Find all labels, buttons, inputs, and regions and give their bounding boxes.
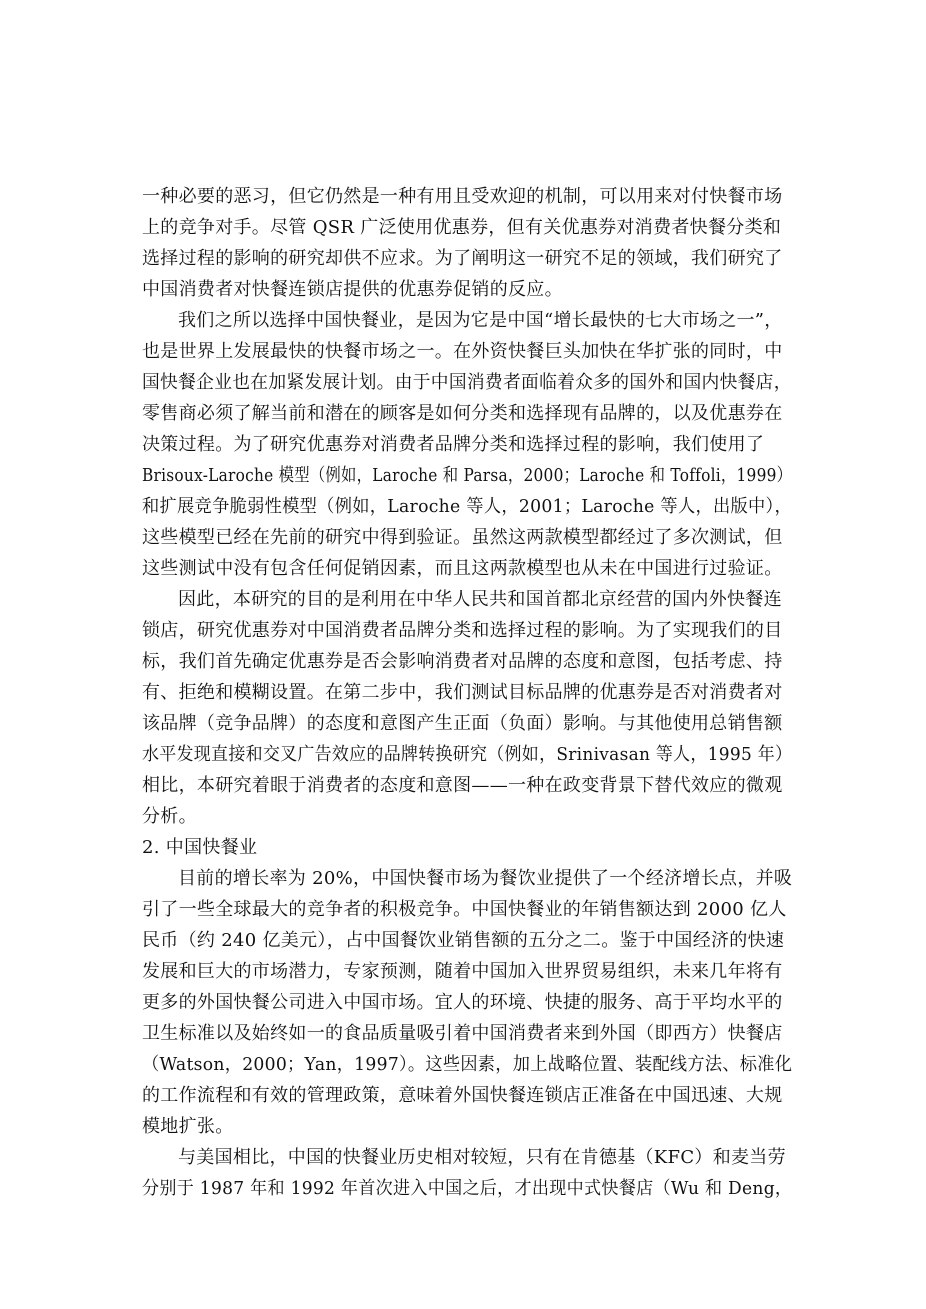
text-line: 模地扩张。 [142, 1116, 234, 1137]
paragraph-first-line: 我们之所以选择中国快餐业，是因为它是中国“增长最快的七大市场之一”， [178, 310, 783, 331]
text-line: 卫生标准以及始终如一的食品质量吸引着中国消费者来到外国（即西方）快餐店 [142, 1023, 783, 1044]
text-line: 水平发现直接和交叉广告效应的品牌转换研究（例如，Srinivasan 等人，1995 年） [142, 744, 793, 765]
text-line: 中国消费者对快餐连锁店提供的优惠券促销的反应。 [142, 279, 563, 300]
text-line: 锁店，研究优惠券对中国消费者品牌分类和选择过程的影响。为了实现我们的目 [142, 620, 783, 641]
paragraph-first-line: 因此，本研究的目的是利用在中华人民共和国首都北京经营的国内外快餐连 [178, 589, 782, 610]
text-line: 国快餐企业也在加紧发展计划。由于中国消费者面临着众多的国外和国内快餐店， [142, 372, 792, 393]
text-line: 发展和巨大的市场潜力，专家预测，随着中国加入世界贸易组织，未来几年将有 [142, 961, 783, 982]
text-line: 标，我们首先确定优惠券是否会影响消费者对品牌的态度和意图，包括考虑、持 [142, 651, 783, 672]
text-line: 上的竞争对手。尽管 QSR 广泛使用优惠券，但有关优惠券对消费者快餐分类和 [142, 217, 782, 238]
text-line: 选择过程的影响的研究却供不应求。为了阐明这一研究不足的领域，我们研究了 [142, 248, 783, 269]
text-line: （Watson，2000；Yan，1997）。这些因素，加上战略位置、装配线方法、标准化 [142, 1054, 793, 1075]
text-line: 分析。 [142, 806, 197, 827]
text-line: 分别于 1987 年和 1992 年首次进入中国之后，才出现中式快餐店（Wu 和 Deng， [142, 1178, 793, 1199]
paragraph-first-line: 目前的增长率为 20%，中国快餐市场为餐饮业提供了一个经济增长点，并吸 [178, 868, 793, 889]
section-heading: 2. 中国快餐业 [142, 837, 258, 858]
text-line: 这些测试中没有包含任何促销因素，而且这两款模型也从未在中国进行过验证。 [142, 558, 783, 579]
text-line: 的工作流程和有效的管理政策，意味着外国快餐连锁店正准备在中国迅速、大规 [142, 1085, 783, 1106]
paragraph-first-line: 与美国相比，中国的快餐业历史相对较短，只有在肯德基（KFC）和麦当劳 [178, 1147, 786, 1168]
text-line: 也是世界上发展最快的快餐市场之一。在外资快餐巨头加快在华扩张的同时，中 [142, 341, 783, 362]
text-line: 更多的外国快餐公司进入中国市场。宜人的环境、快捷的服务、高于平均水平的 [142, 992, 783, 1013]
text-line: 该品牌（竞争品牌）的态度和意图产生正面（负面）影响。与其他使用总销售额 [142, 713, 783, 734]
text-line: 决策过程。为了研究优惠券对消费者品牌分类和选择过程的影响，我们使用了 [142, 434, 765, 455]
text-line: 民币（约 240 亿美元），占中国餐饮业销售额的五分之二。鉴于中国经济的快速 [142, 930, 785, 951]
text-line: 有、拒绝和模糊设置。在第二步中，我们测试目标品牌的优惠券是否对消费者对 [142, 682, 783, 703]
text-line: 零售商必须了解当前和潜在的顾客是如何分类和选择现有品牌的，以及优惠券在 [142, 403, 783, 424]
text-line: 一种必要的恶习，但它仍然是一种有用且受欢迎的机制，可以用来对付快餐市场 [142, 186, 783, 207]
text-line: 相比，本研究着眼于消费者的态度和意图——一种在政变背景下替代效应的微观 [142, 775, 783, 796]
text-line: Brisoux-Laroche 模型（例如，Laroche 和 Parsa，2000；Laroche 和 Toffoli，1999） [142, 465, 793, 486]
text-line: 这些模型已经在先前的研究中得到验证。虽然这两款模型都经过了多次测试，但 [142, 527, 783, 548]
text-line: 和扩展竞争脆弱性模型（例如，Laroche 等人，2001；Laroche 等人，出版中）， [142, 496, 792, 517]
text-line: 引了一些全球最大的竞争者的积极竞争。中国快餐业的年销售额达到 2000 亿人 [142, 899, 787, 920]
